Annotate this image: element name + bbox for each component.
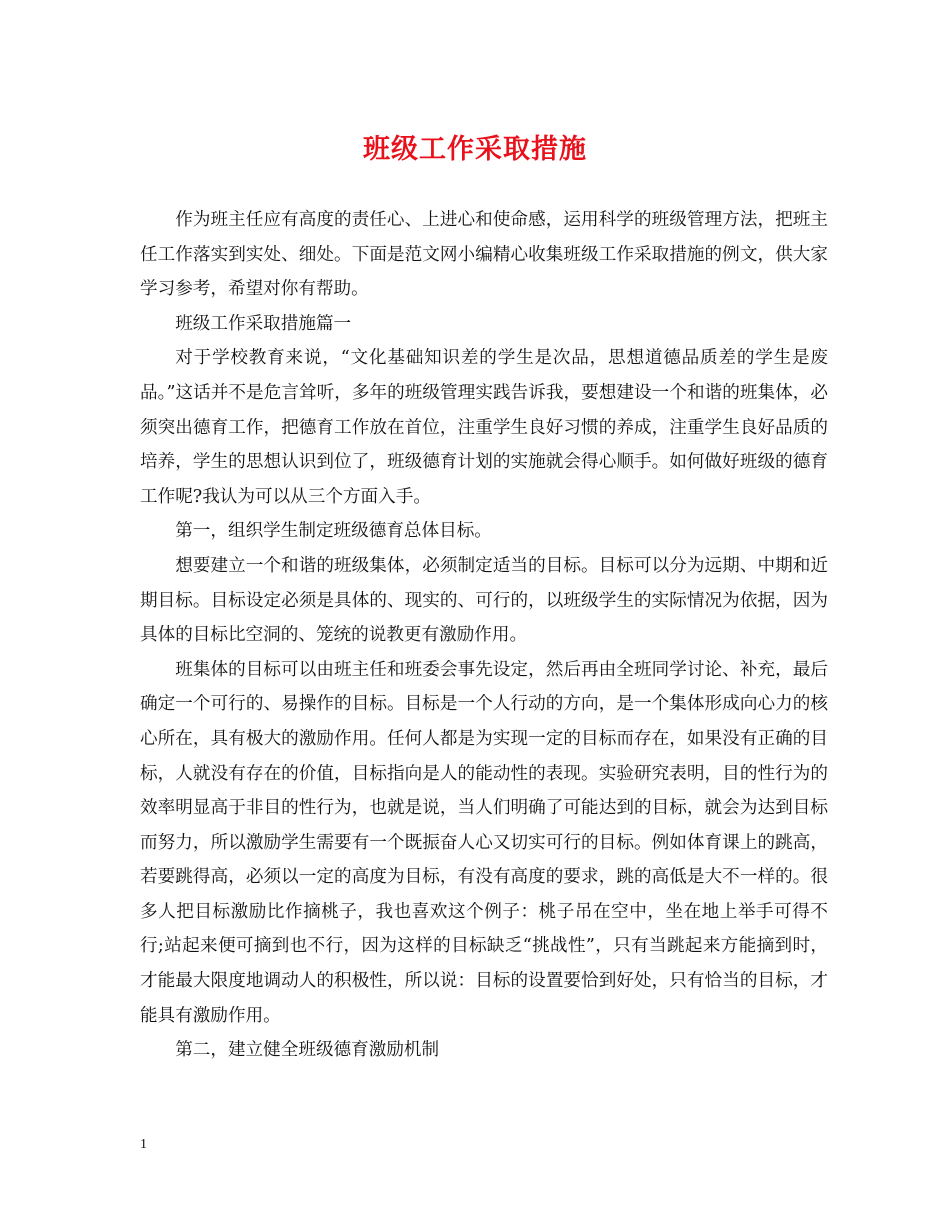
intro-paragraph: 作为班主任应有高度的责任心、上进心和使命感，运用科学的班级管理方法，把班主任工作落实到实处、细处。下面是范文网小编精心收集班级工作采取措施的例文，供大家学习参考，希望对你有帮助。 <box>140 210 828 300</box>
document-body <box>140 203 828 1068</box>
document-title: 班级工作采取措施 <box>363 134 587 165</box>
section-heading: 班级工作采取措施篇一 <box>175 313 352 334</box>
body-paragraph: 班集体的目标可以由班主任和班委会事先设定，然后再由全班同学讨论、补充，最后确定一个可行的、易操作的目标。目标是一个人行动的方向，是一个集体形成向心力的核心所在，具有极大的激励作用。任何人都是为实现一定的目标而存在，如果没有正确的目标，人就没有存在的价值，目标指向是人的能动性的表现。实验研究表明，目的性行为的效率明显高于非目的性行为，也就是说，当人们明确了可能达到的目标，就会为达到目标而努力，所以激励学生需要有一个既振奋人心又切实可行的目标。例如体育课上的跳高，若要跳得高，必须以一定的高度为目标，有没有高度的要求，跳的高低是大不一样的。很多人把目标激励比作摘桃子，我也喜欢这个例子：桃子吊在空中，坐在地上举手可得不行;站起来便可摘到也不行，因为这样的目标缺乏“挑战性”，只有当跳起来方能摘到时，才能最大限度地调动人的积极性，所以说：目标的设置要恰到好处，只有恰当的目标，才能具有激励作用。 <box>140 659 828 1026</box>
body-paragraph: 对于学校教育来说，“文化基础知识差的学生是次品，思想道德品质差的学生是废品。”这话并不是危言耸听，多年的班级管理实践告诉我，要想建设一个和谐的班集体，必须突出德育工作，把德育工作放在首位，注重学生良好习惯的养成，注重学生良好品质的培养，学生的思想认识到位了，班级德育计划的实施就会得心顺手。如何做好班级的德育工作呢?我认为可以从三个方面入手。 <box>140 348 828 507</box>
body-paragraph: 想要建立一个和谐的班级集体，必须制定适当的目标。目标可以分为远期、中期和近期目标。目标设定必须是具体的、现实的、可行的，以班级学生的实际情况为依据，因为具体的目标比空洞的、笼统的说教更有激励作用。 <box>140 555 828 646</box>
subheading-first: 第一，组织学生制定班级德育总体目标。 <box>175 521 492 542</box>
subheading-second: 第二，建立健全班级德育激励机制 <box>175 1040 440 1061</box>
page-number: 1 <box>140 1137 147 1152</box>
